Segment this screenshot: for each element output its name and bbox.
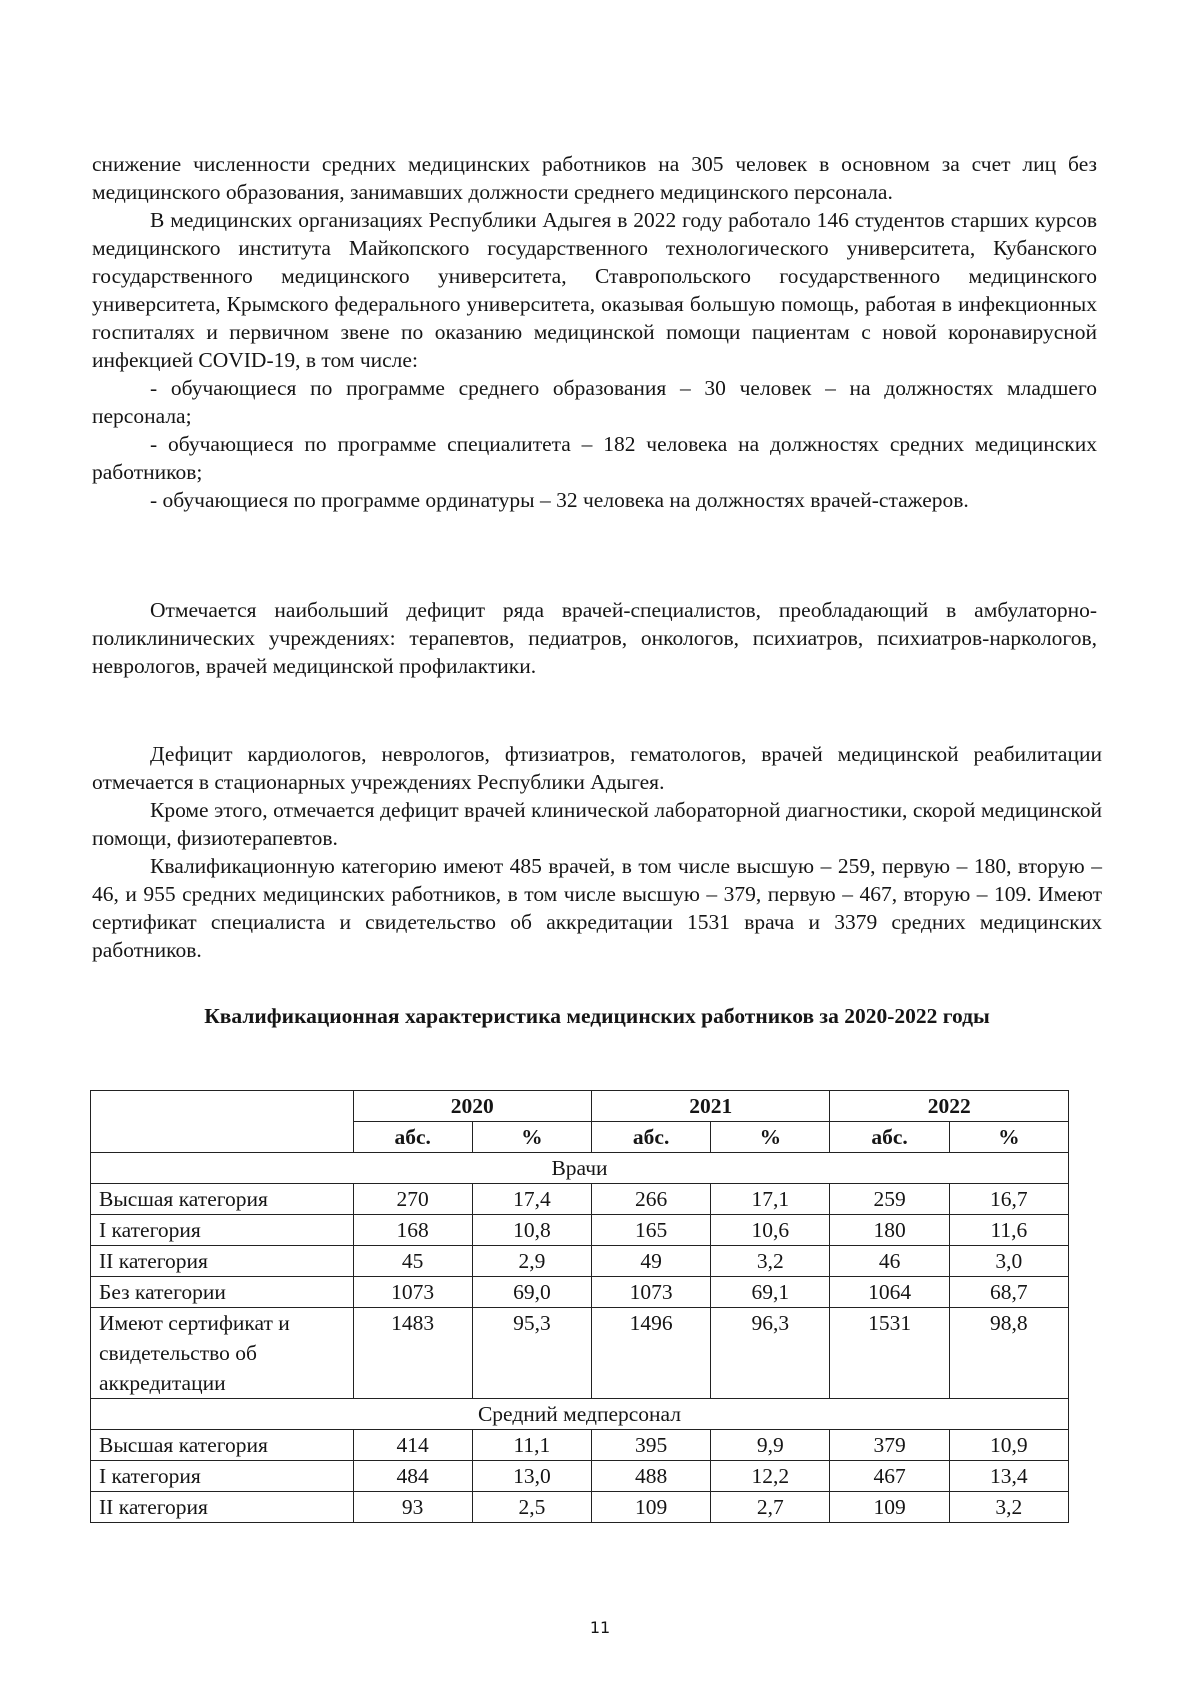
cell-value: 1073 — [592, 1277, 711, 1308]
header-year-2020: 2020 — [353, 1091, 591, 1122]
paragraph-inpatient-deficit: Дефицит кардиологов, неврологов, фтизиатров, гематологов, врачей медицинской реабилитации отмечается в стационарных учреждениях Республики Адыгея. — [92, 742, 1102, 794]
cell-value: 270 — [353, 1184, 472, 1215]
cell-value: 168 — [353, 1215, 472, 1246]
paragraph-lab-deficit: Кроме этого, отмечается дефицит врачей клинической лабораторной диагностики, скорой медицинской помощи, физиотерапевтов. — [92, 798, 1102, 850]
deficit-text-block — [92, 596, 1097, 680]
list-item-residency: - обучающиеся по программе ординатуры – 32 человека на должностях врачей-стажеров. — [150, 488, 969, 512]
table-row — [91, 1492, 1069, 1523]
cell-value: 49 — [592, 1246, 711, 1277]
paragraph-students: В медицинских организациях Республики Адыгея в 2022 году работало 146 студентов старших курсов медицинского института Майкопского государственного технологического университета, Кубанского государственного медицинского университета, Ставропольского государственного медицинского университета, Крымского федерального университета, оказывая большую помощь, работая в инфекционных госпиталях и первичном звене по оказанию медицинской помощи пациентам с новой коронавирусной инфекцией COVID-19, в том числе: — [92, 208, 1097, 372]
row-label: II категория — [91, 1246, 354, 1277]
table-row — [91, 1430, 1069, 1461]
table-row — [91, 1461, 1069, 1492]
paragraph-qualification: Квалификационную категорию имеют 485 врачей, в том числе высшую – 259, первую – 180, вторую – 46, и 955 средних медицинских работников, в том числе высшую – 379, первую – 467, вторую – 109. Имеют сертификат специалиста и свидетельство об аккредитации 1531 врача и 3379 средних медицинских работников. — [92, 854, 1102, 962]
section-label: Средний медперсонал — [91, 1399, 1069, 1430]
cell-value: 2,5 — [472, 1492, 591, 1523]
row-label: I категория — [91, 1215, 354, 1246]
cell-value: 93 — [353, 1492, 472, 1523]
section-row-doctors — [91, 1153, 1069, 1184]
cell-value: 2,9 — [472, 1246, 591, 1277]
table-header-years — [91, 1091, 1069, 1122]
cell-value: 259 — [830, 1184, 949, 1215]
cell-value: 11,1 — [472, 1430, 591, 1461]
cell-value: 69,0 — [472, 1277, 591, 1308]
cell-value: 1073 — [353, 1277, 472, 1308]
cell-value: 9,9 — [711, 1430, 830, 1461]
cell-value: 484 — [353, 1461, 472, 1492]
section-row-nurses — [91, 1399, 1069, 1430]
list-item-secondary-education: - обучающиеся по программе среднего образования – 30 человек – на должностях младшего персонала; — [92, 376, 1097, 428]
cell-value: 1531 — [830, 1308, 949, 1399]
cell-value: 68,7 — [949, 1277, 1068, 1308]
intro-text-block — [92, 150, 1097, 514]
header-abs: абс. — [592, 1122, 711, 1153]
table-title: Квалификационная характеристика медицинских работников за 2020-2022 годы — [204, 1004, 990, 1028]
cell-value: 10,9 — [949, 1430, 1068, 1461]
paragraph-staff-reduction: снижение численности средних медицинских работников на 305 человек в основном за счет лиц без медицинского образования, занимавших должности среднего медицинского персонала. — [92, 152, 1097, 204]
cell-value: 46 — [830, 1246, 949, 1277]
cell-value: 1064 — [830, 1277, 949, 1308]
cell-value: 69,1 — [711, 1277, 830, 1308]
cell-value: 13,4 — [949, 1461, 1068, 1492]
table-row — [91, 1308, 1069, 1399]
paragraph-outpatient-deficit: Отмечается наибольший дефицит ряда врачей-специалистов, преобладающий в амбулаторно-поликлинических учреждениях: терапевтов, педиатров, онкологов, психиатров, психиатров-наркологов, неврологов, врачей медицинской профилактики. — [92, 598, 1097, 678]
cell-value: 414 — [353, 1430, 472, 1461]
cell-value: 3,0 — [949, 1246, 1068, 1277]
cell-value: 379 — [830, 1430, 949, 1461]
row-label: Имеют сертификат и свидетельство об аккредитации — [91, 1308, 354, 1399]
cell-value: 3,2 — [949, 1492, 1068, 1523]
header-year-2021: 2021 — [592, 1091, 830, 1122]
cell-value: 165 — [592, 1215, 711, 1246]
cell-value: 266 — [592, 1184, 711, 1215]
cell-value: 10,8 — [472, 1215, 591, 1246]
cell-value: 11,6 — [949, 1215, 1068, 1246]
cell-value: 1483 — [353, 1308, 472, 1399]
cell-value: 17,4 — [472, 1184, 591, 1215]
cell-value: 98,8 — [949, 1308, 1068, 1399]
header-year-2022: 2022 — [830, 1091, 1069, 1122]
row-label: II категория — [91, 1492, 354, 1523]
header-abs: абс. — [353, 1122, 472, 1153]
page-number: 11 — [589, 1618, 611, 1637]
row-label: Высшая категория — [91, 1430, 354, 1461]
cell-value: 95,3 — [472, 1308, 591, 1399]
cell-value: 109 — [592, 1492, 711, 1523]
row-label: I категория — [91, 1461, 354, 1492]
header-pct: % — [711, 1122, 830, 1153]
cell-value: 96,3 — [711, 1308, 830, 1399]
row-label: Без категории — [91, 1277, 354, 1308]
table-row — [91, 1277, 1069, 1308]
cell-value: 12,2 — [711, 1461, 830, 1492]
cell-value: 10,6 — [711, 1215, 830, 1246]
row-label: Высшая категория — [91, 1184, 354, 1215]
table-row — [91, 1246, 1069, 1277]
qualification-text-block — [92, 740, 1102, 964]
cell-value: 16,7 — [949, 1184, 1068, 1215]
section-label: Врачи — [91, 1153, 1069, 1184]
cell-value: 467 — [830, 1461, 949, 1492]
cell-value: 109 — [830, 1492, 949, 1523]
list-item-specialty: - обучающиеся по программе специалитета – 182 человека на должностях средних медицинских работников; — [92, 432, 1097, 484]
header-empty-cell — [91, 1091, 354, 1153]
cell-value: 45 — [353, 1246, 472, 1277]
cell-value: 17,1 — [711, 1184, 830, 1215]
cell-value: 488 — [592, 1461, 711, 1492]
cell-value: 180 — [830, 1215, 949, 1246]
qualification-table — [90, 1090, 1069, 1523]
cell-value: 1496 — [592, 1308, 711, 1399]
cell-value: 3,2 — [711, 1246, 830, 1277]
cell-value: 2,7 — [711, 1492, 830, 1523]
header-pct: % — [472, 1122, 591, 1153]
table-row — [91, 1184, 1069, 1215]
header-abs: абс. — [830, 1122, 949, 1153]
header-pct: % — [949, 1122, 1068, 1153]
cell-value: 13,0 — [472, 1461, 591, 1492]
table-row — [91, 1215, 1069, 1246]
cell-value: 395 — [592, 1430, 711, 1461]
